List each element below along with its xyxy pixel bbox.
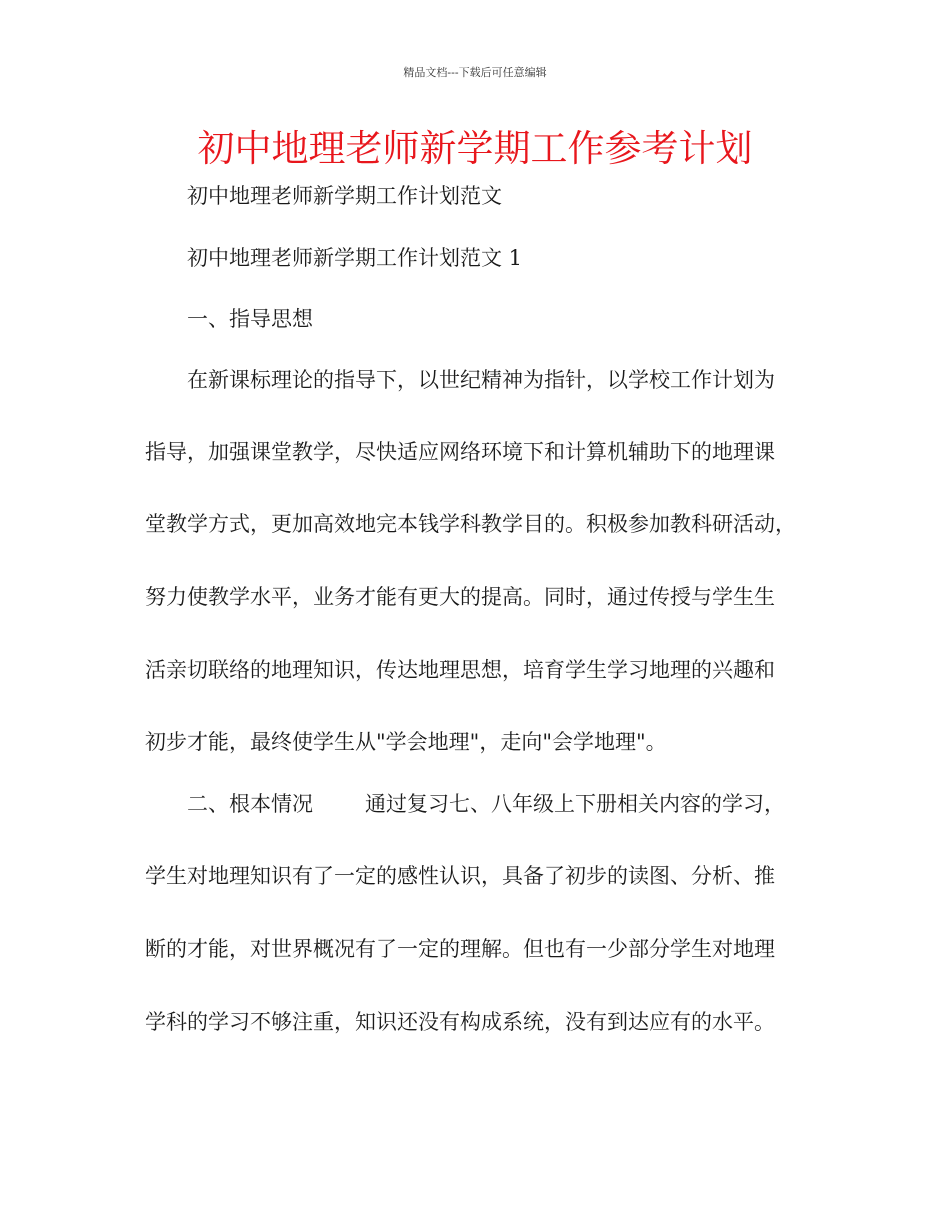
paragraph-line: 在新课标理论的指导下，以世纪精神为指针，以学校工作计划为: [187, 368, 775, 392]
paragraph-line: 初步才能，最终使学生从"学会地理"，走向"会学地理"。: [145, 730, 667, 754]
page-header: 精品文档---下载后可任意编辑: [403, 66, 547, 79]
paragraph-line: 学科的学习不够注重，知识还没有构成系统，没有到达应有的水平。: [145, 1010, 775, 1034]
paragraph-line: 通过复习七、八年级上下册相关内容的学习，: [365, 792, 785, 816]
section-2-heading: 二、根本情况: [187, 792, 313, 816]
paragraph-line: 学生对地理知识有了一定的感性认识，具备了初步的读图、分析、推: [145, 864, 775, 888]
subtitle-1: 初中地理老师新学期工作计划范文: [187, 184, 502, 208]
paragraph-line: 活亲切联络的地理知识，传达地理思想，培育学生学习地理的兴趣和: [145, 658, 775, 682]
paragraph-line: 断的才能，对世界概况有了一定的理解。但也有一少部分学生对地理: [145, 937, 775, 961]
paragraph-line: 指导，加强课堂教学，尽快适应网络环境下和计算机辅助下的地理课: [145, 440, 775, 464]
paragraph-line: 堂教学方式，更加高效地完本钱学科教学目的。积极参加教科研活动，: [145, 512, 796, 536]
paragraph-line: 努力使教学水平，业务才能有更大的提高。同时，通过传授与学生生: [145, 585, 775, 609]
section-1-heading: 一、指导思想: [187, 307, 313, 331]
subtitle-2: 初中地理老师新学期工作计划范文 1: [187, 246, 523, 270]
document-title: 初中地理老师新学期工作参考计划: [197, 127, 753, 170]
